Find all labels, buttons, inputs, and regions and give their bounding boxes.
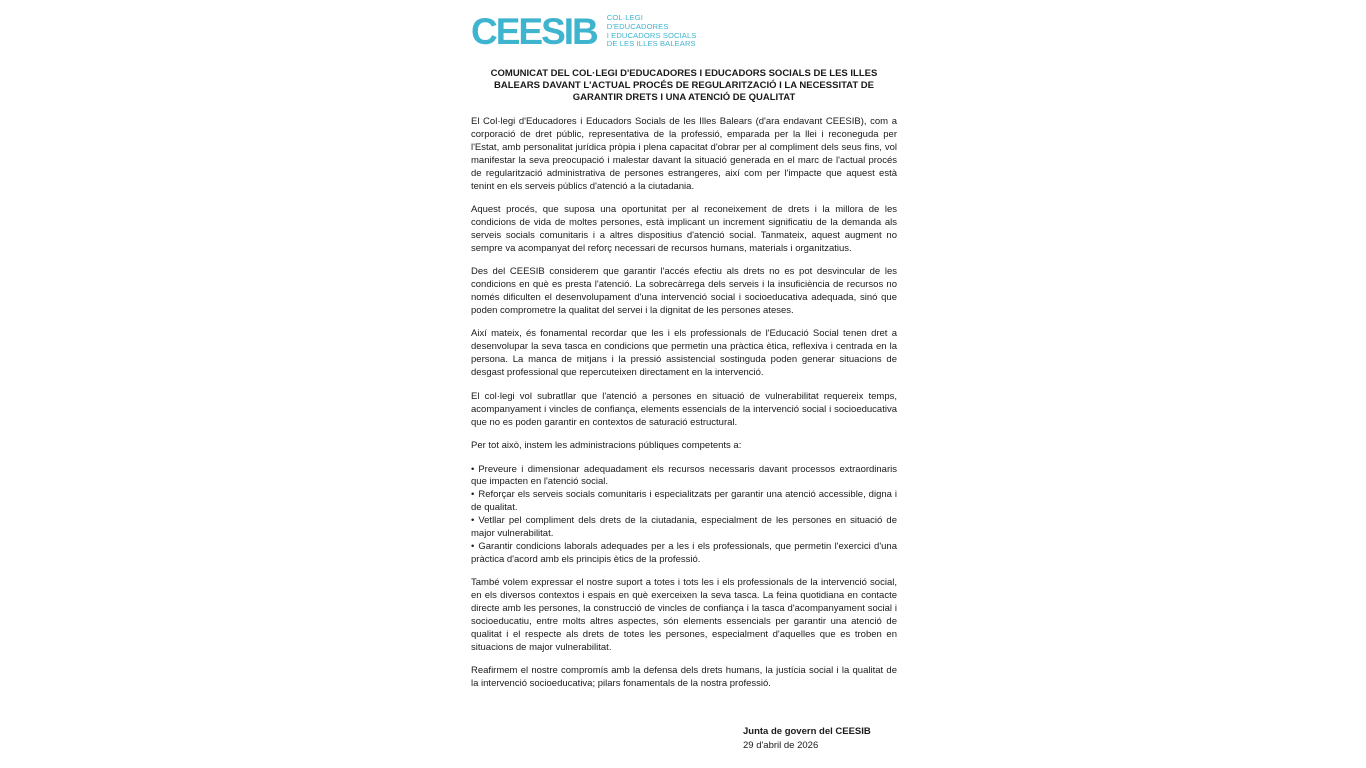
logo-line: DE LES ILLES BALEARS <box>606 39 696 49</box>
list-item <box>471 541 897 567</box>
logo-line: COL·LEGI <box>606 13 644 23</box>
bullet-icon: • <box>471 489 475 501</box>
paragraph: Des del CEESIB considerem que garantir l'accés efectiu als drets no es pot desvincular de les condicions en què es presta l'atenció. La sobrecàrrega dels serveis i la insuficiència de recursos no només dificulten el desenvolupament d'una intervenció social i socioeducativa adequada, sinó que poden comprometre la qualitat del servei i la dignitat de les persones ateses. <box>471 266 897 316</box>
paragraph: Així mateix, és fonamental recordar que les i els professionals de l'Educació Social tenen dret a desenvolupar la seva tasca en condicions que permetin una pràctica ètica, reflexiva i centrada en la persona. La manca de mitjans i la pressió assistencial sostinguda poden generar situacions de desgast professional que repercuteixen directament en la intervenció. <box>471 328 897 379</box>
logo-mark: CEESIB <box>471 11 597 52</box>
list-item-text: Preveure i dimensionar adequadament els recursos necessaris davant processos extraordinaris que impacten en l'atenció social. <box>471 463 897 488</box>
logo-line: D'EDUCADORES <box>606 21 669 31</box>
list-item <box>471 515 897 541</box>
bullet-icon: • <box>471 540 475 552</box>
list-item-text: Vetllar pel compliment dels drets de la ciutadania, especialment de les persones en situació de major vulnerabilitat. <box>471 515 897 540</box>
signature-date: 29 d'abril de 2026 <box>743 739 819 751</box>
paragraph: Per tot això, instem les administracions públiques competents a: <box>471 440 742 451</box>
document-title: COMUNICAT DEL COL·LEGI D'EDUCADORES I EDUCADORS SOCIALS DE LES ILLES BALEARS DAVANT L'ACTUAL PROCÉS DE REGULARITZACIÓ I LA NECESSITAT DE GARANTIR DRETS I UNA ATENCIÓ DE QUALITAT <box>490 68 878 104</box>
paragraph: Aquest procés, que suposa una oportunitat per al reconeixement de drets i la millora de les condicions de vida de moltes persones, està implicant un increment significatiu de la demanda als serveis socials comunitaris i a altres dispositius d'atenció social. Tanmateix, aquest augment no sempre va acompanyat del reforç necessari de recursos humans, materials i organitzatius. <box>471 204 897 254</box>
demands-list <box>471 464 897 567</box>
list-item <box>471 464 897 490</box>
list-item-text: Reforçar els serveis socials comunitaris i especialitzats per garantir una atenció accessible, digna i de qualitat. <box>471 489 897 514</box>
paragraph: Reafirmem el nostre compromís amb la defensa dels drets humans, la justícia social i la qualitat de la intervenció socioeducativa; pilars fonamentals de la nostra professió. <box>471 665 897 690</box>
signature-name: Junta de govern del CEESIB <box>743 726 871 737</box>
list-item-text: Garantir condicions laborals adequades per a les i els professionals, que permetin l'exercici d'una pràctica d'acord amb els principis ètics de la professió. <box>471 540 897 565</box>
logo-line: I EDUCADORS SOCIALS <box>606 30 697 40</box>
logo-text <box>607 14 697 48</box>
paragraph: El Col·legi d'Educadores i Educadors Socials de les Illes Balears (d'ara endavant CEESIB), com a corporació de dret públic, representativa de la professió, emparada per la llei i reconeguda per l'Estat, amb personalitat jurídica pròpia i plena capacitat d'obrar per al compliment dels seus fins, vol manifestar la seva preocupació i malestar davant la situació generada en el marc de l'actual procés de regularització administrativa de persones estrangeres, així com per l'impacte que aquest està tenint en els serveis públics d'atenció a la ciutadania. <box>471 116 897 192</box>
ceesib-logo <box>471 13 696 50</box>
list-item <box>471 489 897 515</box>
paragraph: També volem expressar el nostre suport a totes i tots les i els professionals de la intervenció social, en els diversos contextos i espais en què exerceixen la seva tasca. La feina quotidiana en contacte directe amb les persones, la construcció de vincles de confiança i la tasca d'acompanyament social i socioeducatiu, entre molts altres aspectes, són elements essencials per garantir una atenció de qualitat i el respecte als drets de totes les persones, especialment d'aquelles que es troben en situacions de major vulnerabilitat. <box>471 577 897 653</box>
signature-block <box>743 725 871 752</box>
bullet-icon: • <box>471 515 475 527</box>
document-body <box>471 116 897 702</box>
bullet-icon: • <box>471 463 475 475</box>
paragraph: El col·legi vol subratllar que l'atenció a persones en situació de vulnerabilitat requereix temps, acompanyament i vincles de confiança, elements essencials de la intervenció social i socioeducativa que no es poden garantir en contextos de saturació estructural. <box>471 390 897 428</box>
